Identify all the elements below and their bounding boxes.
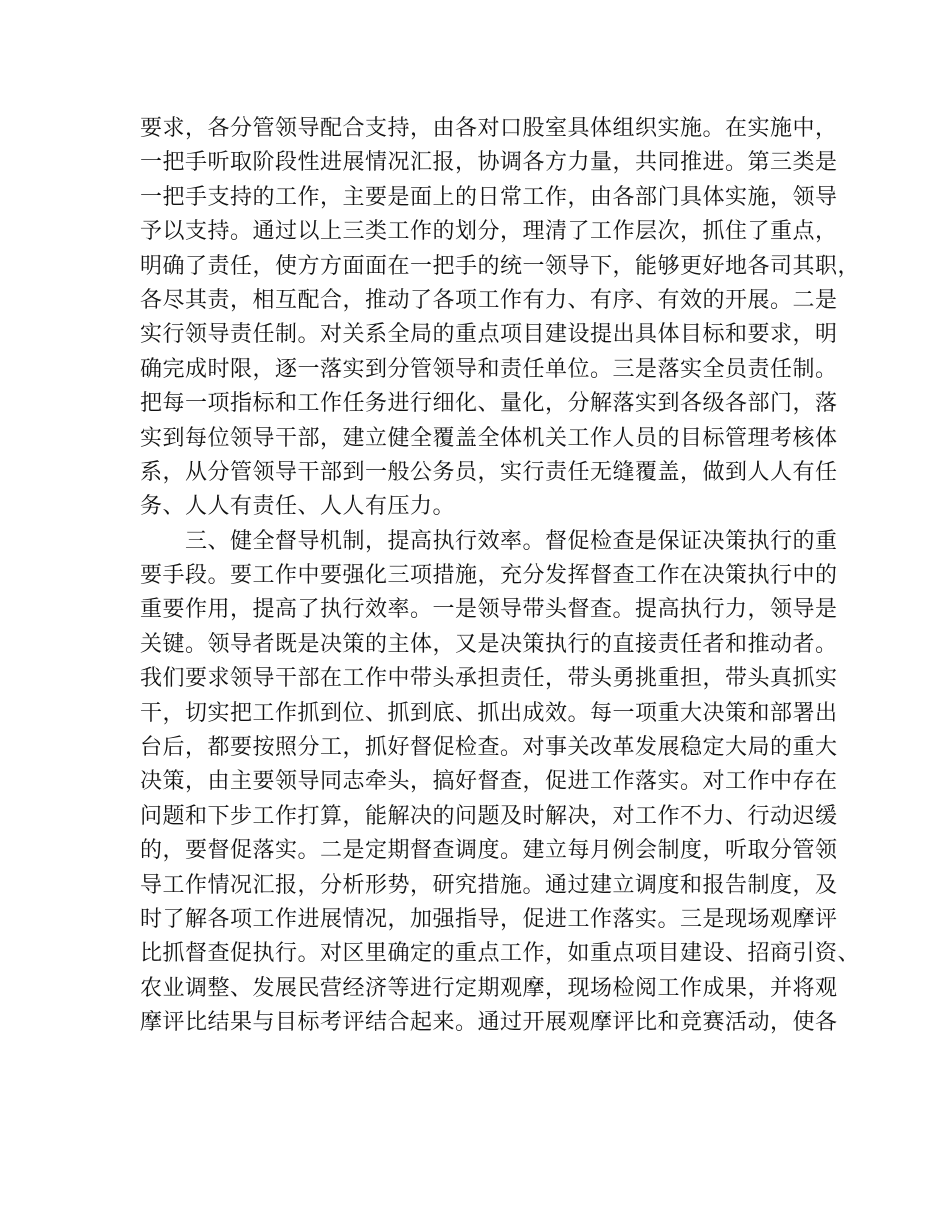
text-line-13: 三、健全督导机制，提高执行效率。督促检查是保证决策执行的重 (140, 528, 838, 554)
text-line-15: 重要作用，提高了执行效率。一是领导带头督查。提高执行力，领导是 (140, 597, 838, 623)
text-line-20: 决策，由主要领导同志牵头，搞好督查，促进工作落实。对工作中存在 (140, 769, 838, 795)
text-line-24: 时了解各项工作进展情况，加强指导，促进工作落实。三是现场观摩评 (140, 906, 838, 932)
text-line-25: 比抓督查促执行。对区里确定的重点工作，如重点项目建设、招商引资、 (140, 941, 861, 967)
text-line-12: 务、人人有责任、人人有压力。 (140, 494, 456, 520)
text-line-9: 把每一项指标和工作任务进行细化、量化，分解落实到各级各部门，落 (140, 391, 838, 417)
text-line-19: 台后，都要按照分工，抓好督促检查。对事关改革发展稳定大局的重大 (140, 735, 838, 761)
document-body (140, 112, 861, 1041)
text-line-23: 导工作情况汇报，分析形势，研究措施。通过建立调度和报告制度，及 (140, 872, 838, 898)
text-line-10: 实到每位领导干部，建立健全覆盖全体机关工作人员的目标管理考核体 (140, 425, 838, 451)
text-line-11: 系，从分管领导干部到一般公务员，实行责任无缝覆盖，做到人人有任 (140, 459, 838, 485)
text-line-6: 各尽其责，相互配合，推动了各项工作有力、有序、有效的开展。二是 (140, 287, 838, 313)
text-line-2: 一把手听取阶段性进展情况汇报，协调各方力量，共同推进。第三类是 (140, 150, 838, 176)
text-line-18: 干，切实把工作抓到位、抓到底、抓出成效。每一项重大决策和部署出 (140, 700, 838, 726)
text-line-27: 摩评比结果与目标考评结合起来。通过开展观摩评比和竞赛活动，使各 (140, 1010, 838, 1036)
text-line-17: 我们要求领导干部在工作中带头承担责任，带头勇挑重担，带头真抓实 (140, 666, 838, 692)
text-line-8: 确完成时限，逐一落实到分管领导和责任单位。三是落实全员责任制。 (140, 356, 838, 382)
text-line-3: 一把手支持的工作，主要是面上的日常工作，由各部门具体实施，领导 (140, 184, 838, 210)
text-line-1: 要求，各分管领导配合支持，由各对口股室具体组织实施。在实施中， (140, 116, 838, 141)
text-line-7: 实行领导责任制。对关系全局的重点项目建设提出具体目标和要求，明 (140, 322, 838, 348)
text-line-5: 明确了责任，使方方面面在一把手的统一领导下，能够更好地各司其职， (140, 253, 861, 279)
text-line-14: 要手段。要工作中要强化三项措施，充分发挥督查工作在决策执行中的 (140, 563, 838, 589)
text-line-21: 问题和下步工作打算，能解决的问题及时解决，对工作不力、行动迟缓 (140, 803, 838, 829)
text-line-4: 予以支持。通过以上三类工作的划分，理清了工作层次，抓住了重点， (140, 219, 838, 245)
text-line-16: 关键。领导者既是决策的主体，又是决策执行的直接责任者和推动者。 (140, 631, 838, 657)
text-line-26: 农业调整、发展民营经济等进行定期观摩，现场检阅工作成果，并将观 (140, 975, 838, 1001)
text-line-22: 的，要督促落实。二是定期督查调度。建立每月例会制度，听取分管领 (140, 838, 838, 864)
